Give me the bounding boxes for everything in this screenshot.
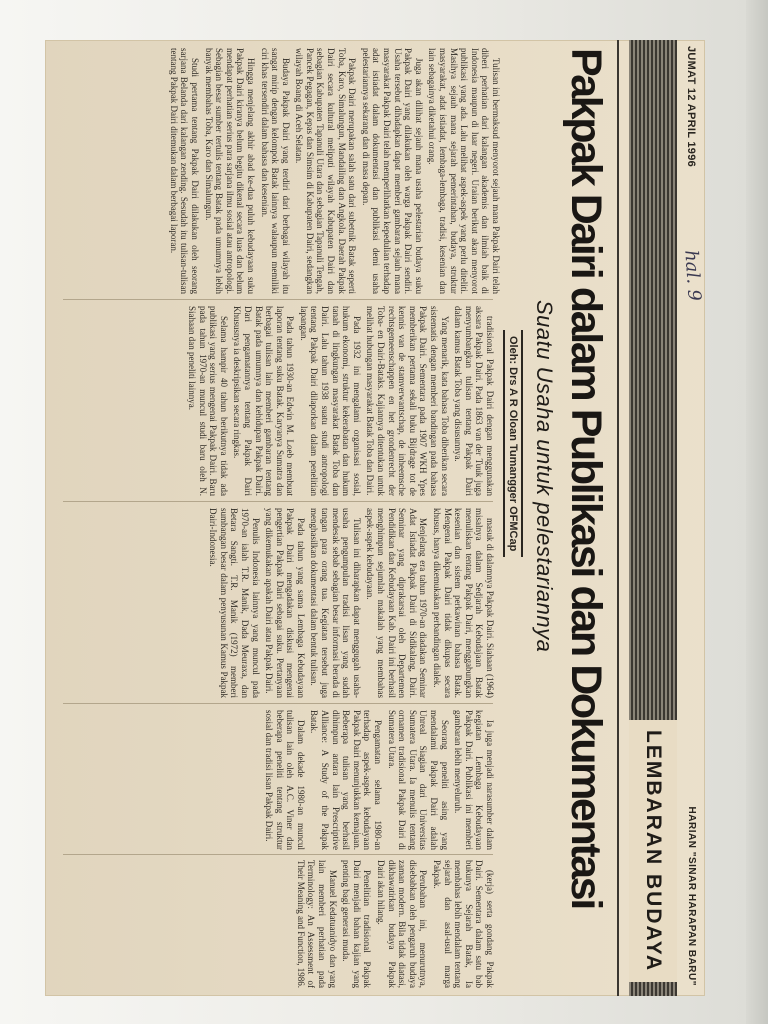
paragraph: Yang menarik, kata bahasa Toba diberikan secara sistematis dengan memberi bandingan pada bahasa Pakpak Dairi. Sementara pada 1907 WKH Ypes memberikan pertama sekali buku Bijdrage tot de kennis van de stamverwantschap, de inheemsche rechtsgemeenschappen en het grondenrecht der Toba- en Dairi-Bataks. Kajiannya ditentukan untuk melihat hubungan masyarakat Batak Toba dan Dairi. [365,306,450,496]
paragraph: Juga akan dilihat sejauh mana usaha pelestarian budaya suku Pakpak Dairi yang dilakukan oleh warga Pakpak Dairi sendiri. Usaha tersebut dihadapkan dapat memberi gambaran sejauh mana masyarakat Pakpak Dairi telah memperlihatkan kepedulian terhadap adat istiadat dalam dokumentasi dan publikasi demi usaha pelestariannya sekarang dan di masa depan. [360,48,424,294]
paragraph: Pada tahun yang sama Lembaga Kebudayaan Pakpak Dairi mengadakan diskusi mengenai pengertian Pakpak Dairi sebagai suku. Pertanyaan yang dikemukakan apakah Dairi atau Pakpak Dairi. [264,508,306,698]
paragraph: Pakpak Dairi merupakan salah satu dari subetnik Batak seperti Toba, Karo, Simalungun, Mandailing dan Angkola. Daerah Pakpak Dairi secara kultural meliputi wilayah Kabupaten Dairi dan sebagian Kabupaten Tapanuli Utara dan sebagian Tapanuli Tengah, Pancek Pegagan, Kepas dan Simsim di Kabupaten Dairi, sedangkan wilayah Boang di Aceh Selatan. [294,48,358,294]
column-divider [63,703,493,704]
paragraph: tradisional Pakpak Dairi dengan menggunakan aksara Pakpak Dairi. Pada 1863 van der Tuuk juga menyumbangkan tulisan tentang Pakpak Dairi dalam kamus Batak Toba yang disusunnya. [453,306,495,496]
scanner-edge [746,0,768,1024]
publisher-name: HARIAN "SINAR HARAPAN BARU" [686,806,697,986]
paragraph: Studi pertama tentang Pakpak Dairi dilakukan oleh seorang sarjana Belanda dari kalangan zending. Sesudah itu tulisan-tulisan tentang Pakpak Dairi ditemukan dalam berbagai laporan. [168,48,200,294]
masthead [617,40,705,996]
column-divider [63,854,493,855]
paragraph: Tulisan ini diharapkan dapat menggugah usaha-usaha pengumpulan tradisi lisan yang sudah mendesak sebab sebagian besar informasi berada di tangan para orang tua. Kegiatan tersebut juga menghasilkan dokumentasi dalam bentuk tulisan. [309,508,362,698]
paragraph: Penelitian tradisional Pakpak Dairi menjadi bahan kajian yang penting bagi generasi muda. [341,860,373,988]
article-byline: Oleh: Drs A R Oloan Tumangger OFMCap [503,330,523,557]
paragraph: Pada 1932 ini mengalami organisasi sosial, hukum ekonomi, struktur kekerabatan dan hukum tanah di lingkungan masyarakat Batak Toba dan Dairi. Lalu tahun 1938 suatu studi antropologi tentang Pakpak Dairi dilaporkan dalam penelitian lapangan. [298,306,362,496]
paragraph: Pengamatan selama 1980-an terhadap aspek-aspek kebudayaan Pakpak Dairi menunjukkan kemajuan. Beberapa tulisan yang berhasil dihimpun antara lain Prescriptive Alliance: A Study of the Pakpak Batak. [309,710,384,850]
paragraph: Selama hampir 40 tahun berikutnya tidak ada publikasi yang serius mengenai Pakpak Dairi. Baru pada tahun 1970-an muncul studi baru oleh N. Siahaan dan peneliti lainnya. [186,306,229,496]
text-column-1 [55,48,501,294]
clipping-page [45,40,705,996]
paragraph: Ia juga menjadi narasumber dalam kegiatan Lembaga Kebudayaan Pakpak Dairi. Publikasi ini memberi gambaran lebih menyeluruh. [453,710,495,850]
paragraph: (kerja) serta gondang Pakpak Dairi. Sementara dalam satu bab bukunya Sejarah Batak, Ia membahas lebih mendalam tentang sejarah dan asal-usul marga Pakpak. [432,860,495,988]
text-column-2 [55,306,495,496]
column-divider [63,299,493,300]
text-column-5 [55,860,495,988]
text-column-3 [55,508,495,698]
rubric-title: LEMBARAN BUDAYA [629,720,677,982]
paragraph: Manuel Kedatuanidyo dan yang lain memberi perhatian pada Terminology: An Assessment of Their Meaning and Function, 1986. [295,860,338,988]
handwritten-page-note: hal. 9 [680,249,705,302]
paragraph: Hingga menjelang akhir abad ke-dua puluh kebudayaan suku Pakpak Dairi kiranya belum begitu dikenal secara luas dan belum mendapat perhatian serius para sarjana ilmu sosial atau antropologi. Sebagian besar sumber tertulis tentang Batak pada umumnya lebih banyak membahas Toba, Karo dan Simalungun. [203,48,256,294]
paragraph: masuk di dalamnya Pakpak Dairi. Siahaan (1964) misalnya dalam Sedjarah Kebudajaan Batak menuliskan tentang Pakpak Dairi, menggabungkan kesenian dan sistem perkawinan bahasa Batak. Mengenai Pakpak Dairi tidak dikupas secara khusus, hanya dikemukakan perbandingan dialek. [432,508,495,698]
article-headline: Pakpak Dairi dalam Publikasi dan Dokumentasi [562,48,610,908]
paragraph: Perubahan ini, menurutnya, disebabkan oleh pengaruh budaya zaman modern. Bila tidak diatasi, dikhawatirkan budaya Pakpak Dairi akan hilang. [376,860,429,988]
article-subtitle: Suatu Usaha untuk pelestariannya [532,300,557,653]
paragraph: Seorang peneliti asing yang mendalami Pakpak Dairi adalah Unreal Siagian dari Universitas Sumatera Utara. Ia menulis tentang ornamen tradisional Pakpak Dairi di Sumatera Utara. [386,710,450,850]
paragraph: Tulisan ini bermaksud menyorot sejauh mana Pakpak Dairi telah diberi perhatian dari kalangan akademis dan ilmiah baik di Indonesia maupun di luar negeri. Uraian berikut akan menyorot publikasi yang ada. Lalu melihat aspek-aspek yang perlu diteliti. Masihya sejauh mana sejarah pemerintahan, budaya, struktur masyarakat, adat istiadat, lembaga-lembaga, tradisi, kesenian dan lain sebagainya diketahui orang. [427,48,501,294]
article-body [45,40,501,996]
date-line: JUMAT 12 APRIL 1996 [685,46,697,168]
paragraph: Budaya Pakpak Dairi yang terdiri dari berbagai wilayah itu sangat mirip dengan kelompok Batak lainnya walaupun memiliki ciri khas tersendiri dalam bahasa dan kesenian. [259,48,291,294]
paragraph: Penulis Indonesia lainnya yang muncul pada 1970-an ialah T.R. Manik, Dada Meuraxa, dan Betara Sangti. T.R. Manik (1972) memberi sumbangan besar dalam penyusunan Kamus Pakpak Dairi-Indonesia. [208,508,261,698]
newspaper-clipping [45,40,705,996]
paragraph: Dalam dekade 1980-an muncul tulisan lain oleh A.C. Viner dan beberapa peneliti tentang struktur sosial dan tradisi lisan Pakpak Dairi. [264,710,306,850]
text-column-4 [55,710,495,850]
paragraph: Menjelang era tahun 1970-an diadakan Seminar Adat Istiadat Pakpak Dairi di Sidikalang, Dairi. Seminar yang diprakarsai oleh Departemen Pendidikan dan Kebudayaan Kab. Dairi ini berhasil menghimpun sejumlah makalah yang membahas aspek-aspek kebudayaan. [365,508,429,698]
paragraph: Pada tahun 1930-an Edwin M. Loeb membuat laporan tentang suku Batak. Karyanya Sumatra dan berbagai tulisan lain memberi gambaran tentang Batak pada umumnya dan kehidupan Pakpak Dairi. Dari pengamatannya tentang Pakpak Dairi Khususnya ia deskripsikan secara ringkas. [232,306,296,496]
column-divider [63,501,493,502]
